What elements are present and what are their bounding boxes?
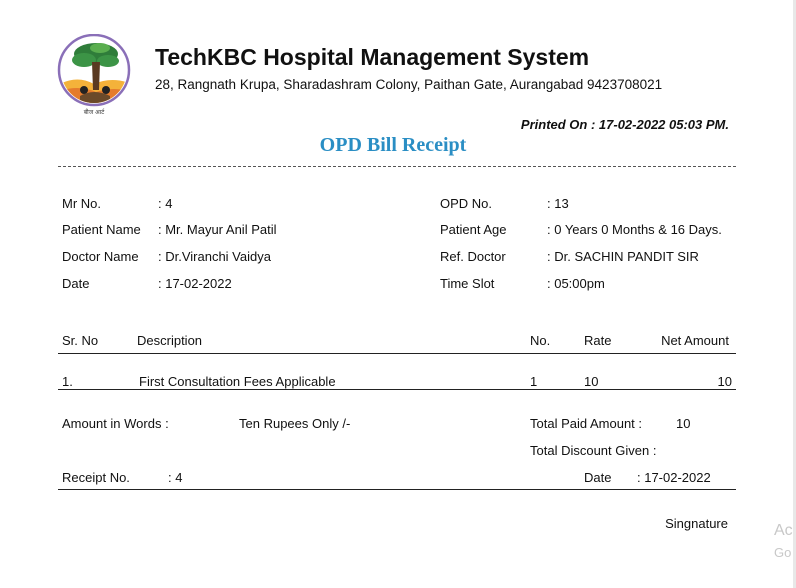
amount-in-words-value: Ten Rupees Only /- [239, 416, 351, 431]
total-paid-label: Total Paid Amount : [530, 416, 643, 431]
receipt-no-value: : 4 [168, 470, 183, 485]
col-header-description: Description [137, 333, 203, 348]
table-header-rule [58, 353, 736, 354]
receipt-date-value: : 17-02-2022 [637, 470, 711, 485]
row-rate: 10 [584, 374, 599, 389]
logo-caption: बीज आर्ट [83, 109, 105, 116]
amount-in-words-label: Amount in Words : [62, 416, 169, 431]
patient-name-value: : Mr. Mayur Anil Patil [158, 222, 277, 237]
printed-on: Printed On : 17-02-2022 05:03 PM. [520, 117, 729, 132]
row-sr-no: 1. [62, 374, 73, 389]
hospital-address: 28, Rangnath Krupa, Sharadashram Colony, Paithan Gate, Aurangabad 9423708021 [155, 77, 663, 92]
summary-rule [58, 489, 736, 490]
watermark-line-2: Go [774, 545, 792, 560]
col-header-no: No. [530, 333, 551, 348]
receipt-title: OPD Bill Receipt [319, 134, 467, 156]
row-no: 1 [530, 374, 538, 389]
watermark-line-1: Ac [774, 522, 793, 539]
hospital-name: TechKBC Hospital Management System [155, 44, 590, 70]
ref-doctor-value: : Dr. SACHIN PANDIT SIR [547, 249, 699, 264]
time-slot-label: Time Slot [440, 276, 495, 291]
hospital-logo [56, 34, 132, 118]
opd-no-label: OPD No. [440, 196, 493, 211]
total-paid-value: 10 [676, 416, 691, 431]
col-header-sr-no: Sr. No [62, 333, 99, 348]
patient-age-value: : 0 Years 0 Months & 16 Days. [547, 222, 722, 237]
mr-no-label: Mr No. [62, 196, 101, 211]
total-discount-label: Total Discount Given : [530, 443, 657, 458]
patient-age-label: Patient Age [440, 222, 507, 237]
row-net-amount: 10 [717, 374, 732, 389]
doctor-name-value: : Dr.Viranchi Vaidya [158, 249, 271, 264]
time-slot-value: : 05:00pm [547, 276, 605, 291]
receipt-date-label: Date [584, 470, 612, 485]
receipt-no-label: Receipt No. [62, 470, 130, 485]
signature-label: Singnature [665, 516, 728, 531]
table-row-rule [58, 389, 736, 390]
col-header-net-amount: Net Amount [661, 333, 729, 348]
dashed-divider [58, 166, 736, 167]
col-header-rate: Rate [584, 333, 612, 348]
opd-no-value: : 13 [547, 196, 569, 211]
date-value: : 17-02-2022 [158, 276, 232, 291]
ref-doctor-label: Ref. Doctor [440, 249, 506, 264]
mr-no-value: : 4 [158, 196, 173, 211]
date-label: Date [62, 276, 90, 291]
row-description: First Consultation Fees Applicable [139, 374, 336, 389]
patient-name-label: Patient Name [62, 222, 141, 237]
doctor-name-label: Doctor Name [62, 249, 139, 264]
